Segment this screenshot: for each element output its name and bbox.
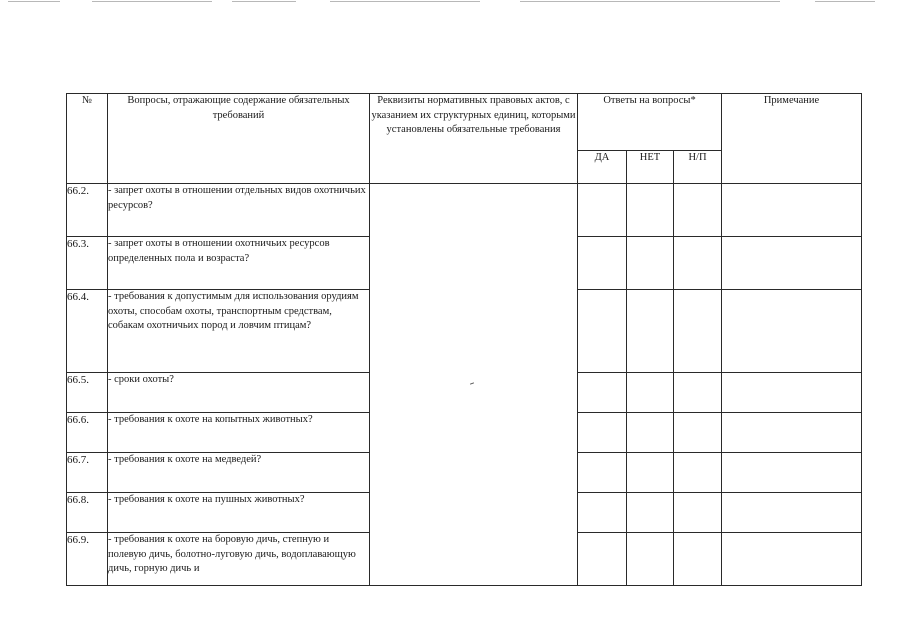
header-requisites: Реквизиты нормативных правовых актов, с указанием их структурных единиц, которыми установлены обязательные требования bbox=[370, 94, 578, 184]
row-number: 66.7. bbox=[67, 453, 108, 493]
row-number: 66.8. bbox=[67, 493, 108, 533]
row-number: 66.6. bbox=[67, 413, 108, 453]
answer-na-cell[interactable] bbox=[674, 453, 722, 493]
requisites-cell bbox=[370, 184, 578, 586]
row-number: 66.9. bbox=[67, 533, 108, 586]
note-cell[interactable] bbox=[722, 533, 862, 586]
note-cell[interactable] bbox=[722, 453, 862, 493]
row-number: 66.2. bbox=[67, 184, 108, 237]
answer-no-cell[interactable] bbox=[627, 290, 674, 373]
answer-na-cell[interactable] bbox=[674, 413, 722, 453]
note-cell[interactable] bbox=[722, 237, 862, 290]
answer-yes-cell[interactable] bbox=[578, 533, 627, 586]
answer-na-cell[interactable] bbox=[674, 184, 722, 237]
answer-no-cell[interactable] bbox=[627, 184, 674, 237]
answer-yes-cell[interactable] bbox=[578, 453, 627, 493]
checklist-table bbox=[66, 93, 862, 586]
row-number: 66.3. bbox=[67, 237, 108, 290]
header-note: Примечание bbox=[722, 94, 862, 184]
note-cell[interactable] bbox=[722, 290, 862, 373]
scan-mark bbox=[470, 382, 474, 384]
answer-na-cell[interactable] bbox=[674, 237, 722, 290]
header-questions: Вопросы, отражающие содержание обязательных требований bbox=[108, 94, 370, 184]
answer-no-cell[interactable] bbox=[627, 413, 674, 453]
answer-yes-cell[interactable] bbox=[578, 493, 627, 533]
row-question: - требования к допустимым для использования орудиям охоты, способам охоты, транспортным средствам, собакам охотничьих пород и ловчим птицам? bbox=[108, 290, 370, 373]
header-no: НЕТ bbox=[627, 151, 674, 184]
answer-yes-cell[interactable] bbox=[578, 237, 627, 290]
answer-na-cell[interactable] bbox=[674, 290, 722, 373]
table-row bbox=[67, 184, 862, 237]
answer-no-cell[interactable] bbox=[627, 237, 674, 290]
header-number: № bbox=[67, 94, 108, 184]
row-number: 66.4. bbox=[67, 290, 108, 373]
header-answers: Ответы на вопросы* bbox=[578, 94, 722, 151]
answer-no-cell[interactable] bbox=[627, 493, 674, 533]
row-number: 66.5. bbox=[67, 373, 108, 413]
previous-page-edge bbox=[0, 0, 905, 6]
row-question: - запрет охоты в отношении охотничьих ресурсов определенных пола и возраста? bbox=[108, 237, 370, 290]
answer-yes-cell[interactable] bbox=[578, 184, 627, 237]
note-cell[interactable] bbox=[722, 184, 862, 237]
header-yes: ДА bbox=[578, 151, 627, 184]
row-question: - требования к охоте на медведей? bbox=[108, 453, 370, 493]
answer-na-cell[interactable] bbox=[674, 493, 722, 533]
header-row bbox=[67, 94, 862, 151]
answer-no-cell[interactable] bbox=[627, 533, 674, 586]
row-question: - требования к охоте на пушных животных? bbox=[108, 493, 370, 533]
header-not-applicable: Н/П bbox=[674, 151, 722, 184]
row-question: - требования к охоте на боровую дичь, степную и полевую дичь, болотно-луговую дичь, водоплавающую дичь, горную дичь и bbox=[108, 533, 370, 586]
row-question: - запрет охоты в отношении отдельных видов охотничьих ресурсов? bbox=[108, 184, 370, 237]
answer-na-cell[interactable] bbox=[674, 533, 722, 586]
answer-no-cell[interactable] bbox=[627, 373, 674, 413]
note-cell[interactable] bbox=[722, 493, 862, 533]
row-question: - сроки охоты? bbox=[108, 373, 370, 413]
row-question: - требования к охоте на копытных животных? bbox=[108, 413, 370, 453]
note-cell[interactable] bbox=[722, 413, 862, 453]
answer-yes-cell[interactable] bbox=[578, 413, 627, 453]
note-cell[interactable] bbox=[722, 373, 862, 413]
answer-no-cell[interactable] bbox=[627, 453, 674, 493]
answer-yes-cell[interactable] bbox=[578, 373, 627, 413]
answer-yes-cell[interactable] bbox=[578, 290, 627, 373]
answer-na-cell[interactable] bbox=[674, 373, 722, 413]
